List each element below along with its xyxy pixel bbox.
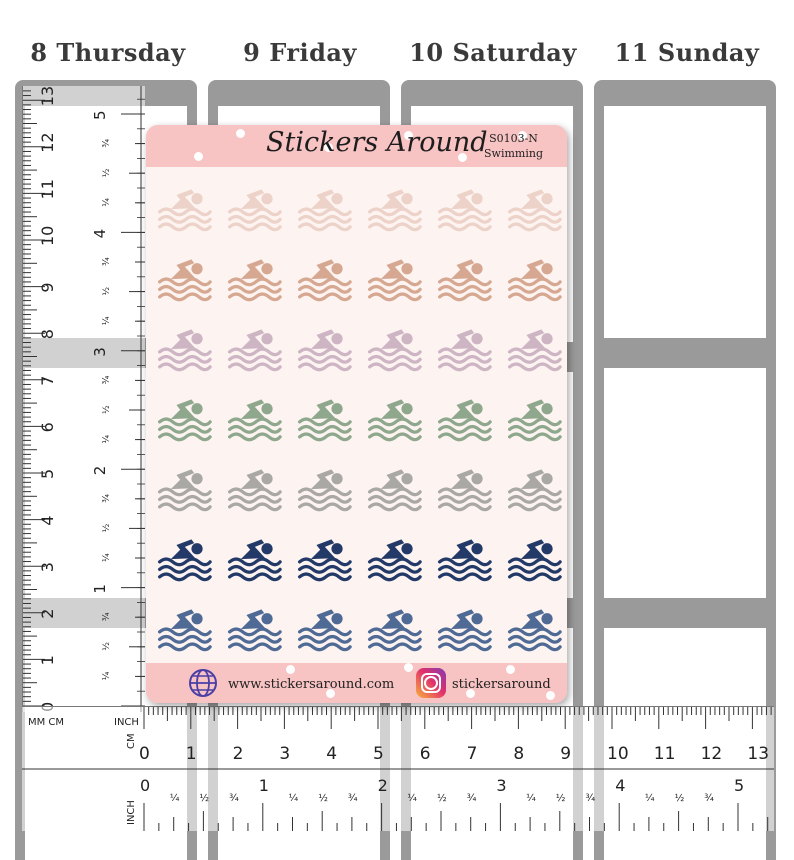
swimmer-icon[interactable] <box>154 465 212 515</box>
vertical-cm-label: 8 <box>38 329 58 340</box>
website-link[interactable]: www.stickersaround.com <box>228 677 395 692</box>
vertical-fraction-label: ½ <box>102 286 112 296</box>
horizontal-fraction-label: ¼ <box>288 793 299 804</box>
swimmer-icon[interactable] <box>224 465 282 515</box>
swimmer-icon[interactable] <box>504 185 562 235</box>
cm-label-vertical: CM <box>126 733 137 749</box>
horizontal-inch-label: 2 <box>377 776 388 795</box>
swimmer-icon[interactable] <box>224 185 282 235</box>
vertical-fraction-label: ½ <box>102 168 112 178</box>
swimmer-icon[interactable] <box>224 395 282 445</box>
swimmer-icon[interactable] <box>434 395 492 445</box>
horizontal-fraction-label: ¾ <box>229 793 239 804</box>
vertical-fraction-label: ¾ <box>102 494 112 503</box>
vertical-fraction-label: ¾ <box>102 257 112 266</box>
sticker-grid <box>154 175 562 665</box>
horizontal-fraction-label: ¾ <box>347 793 358 804</box>
day-header-saturday: 10 Saturday <box>409 38 577 67</box>
horizontal-inch-label: 1 <box>258 776 269 795</box>
vertical-fraction-label: ¼ <box>102 198 112 207</box>
horizontal-inch-label: 0 <box>140 776 151 795</box>
swimmer-icon[interactable] <box>294 395 352 445</box>
swimmer-icon[interactable] <box>434 185 492 235</box>
horizontal-inch-label: 5 <box>734 776 745 795</box>
horizontal-cm-label: 1 <box>185 744 197 764</box>
swimmer-icon[interactable] <box>504 325 562 375</box>
horizontal-fraction-label: ¾ <box>466 793 477 804</box>
swimmer-icon[interactable] <box>224 605 282 655</box>
vertical-fraction-label: ¾ <box>102 612 112 622</box>
vertical-fraction-label: ¼ <box>102 316 112 326</box>
swimmer-icon[interactable] <box>364 255 422 305</box>
swimmer-icon[interactable] <box>224 255 282 305</box>
swimmer-icon[interactable] <box>504 395 562 445</box>
horizontal-fraction-label: ½ <box>318 793 328 804</box>
day-header-sunday: 11 Sunday <box>614 38 760 67</box>
horizontal-fraction-label: ¾ <box>704 793 715 804</box>
swimmer-icon[interactable] <box>364 605 422 655</box>
day-header-friday: 9 Friday <box>243 38 357 67</box>
vertical-inch-label: 5 <box>91 110 109 120</box>
horizontal-fraction-label: ¼ <box>407 793 418 804</box>
instagram-handle[interactable]: stickersaround <box>452 677 551 692</box>
vertical-cm-label: 3 <box>38 562 57 573</box>
swimmer-icon[interactable] <box>154 605 212 655</box>
vertical-cm-label: 4 <box>38 515 57 526</box>
horizontal-cm-label: 9 <box>560 744 572 764</box>
swimmer-icon[interactable] <box>224 325 282 375</box>
swimmer-icon[interactable] <box>364 325 422 375</box>
horizontal-fraction-label: ½ <box>437 793 447 804</box>
vertical-cm-label: 12 <box>38 132 57 153</box>
swimmer-icon[interactable] <box>154 395 212 445</box>
vertical-fraction-label: ½ <box>102 523 112 533</box>
swimmer-icon[interactable] <box>364 395 422 445</box>
sticker-row <box>154 385 562 455</box>
vertical-cm-label: 11 <box>38 179 57 200</box>
sticker-row <box>154 245 562 315</box>
horizontal-inch-label: 3 <box>496 776 507 795</box>
horizontal-fraction-label: ½ <box>199 793 210 804</box>
vertical-cm-label: 5 <box>38 468 57 479</box>
swimmer-icon[interactable] <box>224 535 282 585</box>
horizontal-cm-label: 6 <box>419 744 431 764</box>
horizontal-cm-label: 5 <box>373 744 384 764</box>
sheet-theme-name: Swimming <box>484 147 543 160</box>
sticker-sheet[interactable] <box>146 125 567 703</box>
swimmer-icon[interactable] <box>294 605 352 655</box>
horizontal-inch-label: 4 <box>615 776 626 795</box>
vertical-ruler-scale <box>23 86 145 712</box>
horizontal-cm-label: 12 <box>700 744 723 764</box>
vertical-inch-label: 4 <box>91 228 109 239</box>
swimmer-icon[interactable] <box>294 325 352 375</box>
vertical-fraction-label: ¼ <box>102 553 112 562</box>
sheet-code-number: S0103-N <box>489 132 538 145</box>
swimmer-icon[interactable] <box>294 255 352 305</box>
vertical-fraction-label: ½ <box>102 642 112 651</box>
swimmer-icon[interactable] <box>434 605 492 655</box>
swimmer-icon[interactable] <box>434 255 492 305</box>
swimmer-icon[interactable] <box>294 535 352 585</box>
horizontal-cm-label: 0 <box>139 744 150 764</box>
horizontal-cm-label: 3 <box>279 744 291 764</box>
swimmer-icon[interactable] <box>504 255 562 305</box>
horizontal-cm-label: 13 <box>747 744 770 764</box>
brand-title: Stickers Around <box>266 127 488 158</box>
instagram-icon <box>416 668 446 698</box>
vertical-fraction-label: ¾ <box>102 138 112 148</box>
swimmer-icon[interactable] <box>364 535 422 585</box>
horizontal-cm-label: 7 <box>466 744 478 764</box>
horizontal-cm-label: 11 <box>653 744 676 764</box>
swimmer-icon[interactable] <box>364 465 422 515</box>
horizontal-fraction-label: ¼ <box>644 793 655 804</box>
swimmer-icon[interactable] <box>154 255 212 305</box>
swimmer-icon[interactable] <box>294 465 352 515</box>
vertical-cm-label: 2 <box>38 608 57 619</box>
horizontal-cm-label: 10 <box>607 744 629 764</box>
horizontal-cm-label: 8 <box>513 744 525 764</box>
globe-icon <box>188 668 218 698</box>
vertical-fraction-label: ¾ <box>102 375 112 385</box>
vertical-inch-label: 2 <box>91 465 109 476</box>
horizontal-ruler[interactable] <box>22 706 774 831</box>
horizontal-fraction-label: ½ <box>674 793 685 804</box>
swimmer-icon[interactable] <box>504 535 562 585</box>
vertical-cm-label: 13 <box>38 86 57 107</box>
horizontal-fraction-label: ¼ <box>526 793 536 804</box>
inch-label-top: INCH <box>114 717 139 728</box>
horizontal-fraction-label: ½ <box>555 793 566 804</box>
swimmer-icon[interactable] <box>434 465 492 515</box>
sticker-row <box>154 595 562 665</box>
horizontal-fraction-label: ¼ <box>169 793 180 804</box>
swimmer-icon[interactable] <box>154 325 212 375</box>
day-header-thursday: 8 Thursday <box>30 38 186 67</box>
swimmer-icon[interactable] <box>434 535 492 585</box>
vertical-ruler[interactable] <box>22 86 145 712</box>
swimmer-icon[interactable] <box>294 185 352 235</box>
swimmer-icon[interactable] <box>154 535 212 585</box>
vertical-inch-label: 1 <box>91 584 109 594</box>
swimmer-icon[interactable] <box>364 185 422 235</box>
vertical-fraction-label: ¼ <box>102 671 112 681</box>
vertical-fraction-label: ½ <box>102 405 112 414</box>
swimmer-icon[interactable] <box>434 325 492 375</box>
vertical-inch-label: 3 <box>91 347 109 357</box>
vertical-cm-label: 10 <box>38 225 57 246</box>
vertical-cm-label: 1 <box>38 655 57 666</box>
vertical-cm-label: 9 <box>38 282 57 293</box>
vertical-cm-label: 6 <box>38 422 57 433</box>
vertical-cm-label: 7 <box>38 375 57 386</box>
horizontal-cm-label: 4 <box>326 744 338 764</box>
swimmer-icon[interactable] <box>504 465 562 515</box>
vertical-fraction-label: ¼ <box>102 434 112 444</box>
horizontal-ruler-scale <box>22 707 774 831</box>
swimmer-icon[interactable] <box>154 185 212 235</box>
sheet-footer <box>146 663 567 703</box>
sheet-header <box>146 125 567 167</box>
swimmer-icon[interactable] <box>504 605 562 655</box>
sticker-row <box>154 315 562 385</box>
sheet-code <box>484 131 543 161</box>
horizontal-cm-label: 2 <box>232 744 244 764</box>
sticker-row <box>154 175 562 245</box>
horizontal-fraction-label: ¾ <box>585 793 596 804</box>
inch-label-vertical: INCH <box>126 800 137 825</box>
mm-cm-label: MM CM <box>28 717 65 728</box>
sticker-row <box>154 525 562 595</box>
sticker-row <box>154 455 562 525</box>
